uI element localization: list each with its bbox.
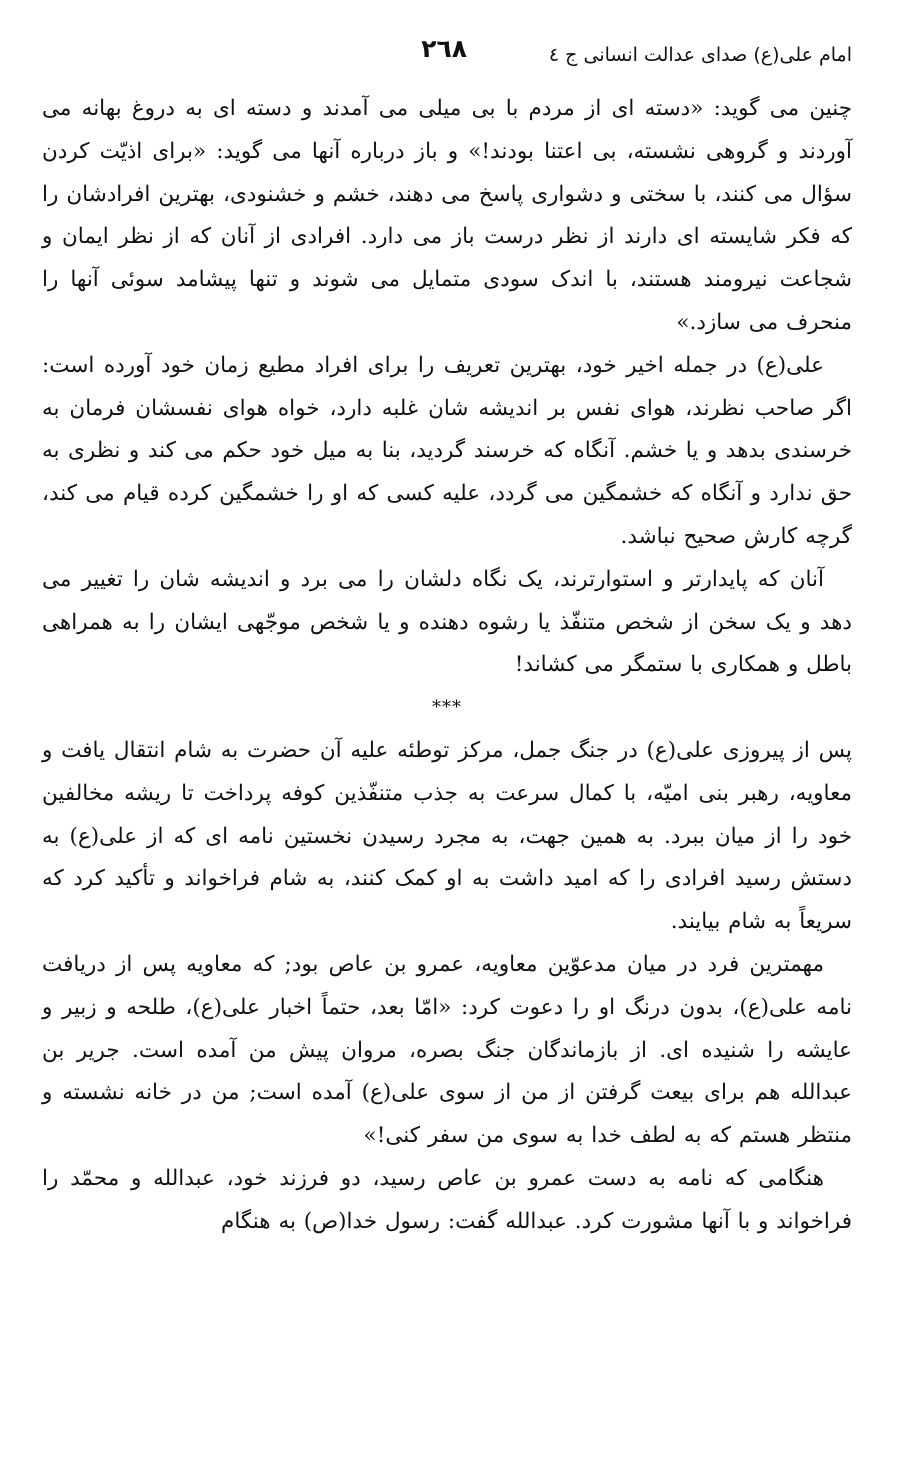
paragraph: هنگامی که نامه به دست عمرو بن عاص رسید، دو فرزند خود، عبدالله و محمّد را فراخواند و با آنها مشورت کرد. عبدالله گفت: رسول خدا(ص) به هنگام: [42, 1165, 852, 1234]
paragraph: علی(ع) در جمله اخیر خود، بهترین تعریف را برای افراد مطیع زمان خود آورده است: اگر صاحب نظرند، هوای نفس بر اندیشه شان غلبه دارد، خواه هوای نفسشان فرمان به خرسندی بدهد و یا خشم. آنگاه که خرسند گردید، بنا به میل خود حکم می کند و نظری به حق ندارد و آنگاه که خشمگین می گردد، علیه کسی که او را خشمگین کرده قیام می کند، گرچه کارش صحیح نباشد.: [42, 352, 852, 549]
page-number: ٢٦٨: [421, 34, 467, 63]
running-title: امام علی(ع) صدای عدالت انسانی ج ٤: [548, 44, 852, 66]
page-header: [40, 26, 852, 76]
paragraph: پس از پیروزی علی(ع) در جنگ جمل، مرکز توطئه علیه آن حضرت به شام انتقال یافت و معاویه، رهبر بنی امیّه، با کمال سرعت به جذب متنفّذین کوفه پرداخت تا ریشه مخالفین خود را از میان ببرد. به همین جهت، به مجرد رسیدن نخستین نامه ای که از علی(ع) به دستش رسید افرادی را که امید داشت به او کمک کنند، به شام فراخواند و تأکید کرد که سریعاً به شام بیایند.: [42, 737, 852, 935]
section-separator: ***: [432, 697, 462, 719]
paragraph: چنین می گوید: «دسته ای از مردم با بی میلی می آمدند و دسته ای به دروغ بهانه می آوردند و گروهی نشسته، بی اعتنا بودند!» و باز درباره آنها می گوید: «برای اذیّت کردن سؤال می کنند، با سختی و دشواری پاسخ می دهند، خشم و خشنودی، بهترین افرادشان را که فکر شایسته ای دارند از نظر درست باز می دارد. افرادی از آنان که از نظر ایمان و شجاعت نیرومند هستند، با اندک سودی متمایل می شوند و تنها پیشامد سوئی آنها را منحرف می سازد.»: [42, 96, 852, 335]
body-text: [42, 88, 852, 1244]
paragraph: آنان که پایدارتر و استوارترند، یک نگاه دلشان را می برد و اندیشه شان را تغییر می دهد و یک سخن از شخص متنفّذ یا رشوه دهنده و یا شخص موجّهی ایشان را به همراهی باطل و همکاری با ستمگر می کشاند!: [42, 566, 852, 678]
paragraph: مهمترین فرد در میان مدعوّین معاویه، عمرو بن عاص بود; که معاویه پس از دریافت نامه علی(ع)، بدون درنگ او را دعوت کرد: «امّا بعد، حتماً اخبار علی(ع)، طلحه و زبیر و عایشه را شنیده ای. از بازماندگان جنگ بصره، مروان پیش من آمده است. جریر بن عبدالله هم برای بیعت گرفتن از من از سوی علی(ع) آمده است; من در خانه نشسته و منتظر هستم که به لطف خدا به سوی من سفر کنی!»: [42, 951, 852, 1149]
